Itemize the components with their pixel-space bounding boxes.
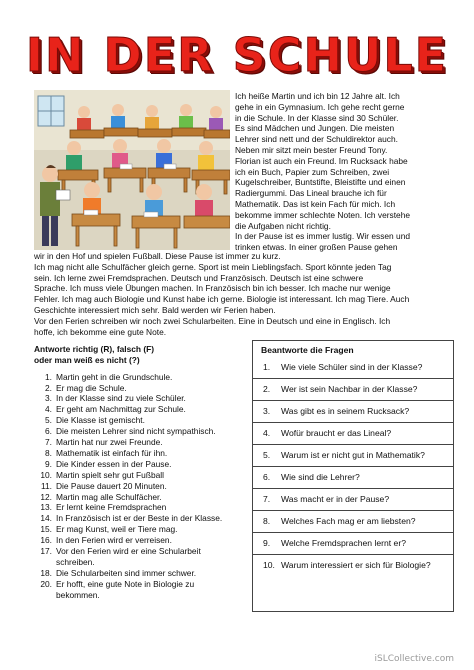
list-item: 1. Martin geht in die Grundschule.: [45, 371, 173, 382]
list-item: 6. Die meisten Lehrer sind nicht sympathisch.: [45, 426, 216, 437]
story-line: Ich mag nicht alle Schulfächer gleich gerne. Sport ist mein Lieblingsfach. Sport könnte jeden Tag: [34, 261, 392, 272]
question-item: 5. Warum ist er nicht gut in Mathematik?: [253, 445, 453, 467]
story-line: Geschichte interessiert mich sehr. Bald werden wir Ferien haben.: [34, 304, 276, 315]
true-false-exercise: [34, 344, 234, 601]
story-line: Florian ist auch ein Freund. Im Rucksack habe: [235, 155, 408, 166]
question-item: 2. Wer ist sein Nachbar in der Klasse?: [253, 379, 453, 401]
question-item: 6. Wie sind die Lehrer?: [253, 467, 453, 489]
list-item: 14. In Französisch ist er der Beste in der Klasse.: [40, 513, 223, 524]
story-line: wir in den Hof und spielen Fußball. Diese Pause ist immer zu kurz.: [34, 251, 281, 261]
story-line: Lehrer sind nett und der Schuldirektor auch.: [235, 134, 398, 145]
story-line: hoffe, ich bekomme eine gute Note.: [34, 326, 167, 337]
story-line: Neben mir sitzt mein bester Freund Tony.: [235, 144, 388, 155]
question-item: 4. Wofür braucht er das Lineal?: [253, 423, 453, 445]
question-item: 9. Welche Fremdsprachen lernt er?: [253, 533, 453, 555]
worksheet-title: IN DER SCHULE: [25, 28, 449, 82]
question-item: 1. Wie viele Schüler sind in der Klasse?: [253, 357, 453, 379]
list-item: 8. Mathematik ist einfach für ihn.: [45, 447, 168, 458]
question-item: 7. Was macht er in der Pause?: [253, 489, 453, 511]
story-line: Sprache. Ich muss viele Übungen machen. In Französisch bin ich besser. Ich mache nur wenige: [34, 283, 391, 294]
list-item: 5. Die Klasse ist gemischt.: [45, 415, 145, 426]
story-line: bekomme immer schlechte Noten. Ich verstehe: [235, 209, 411, 220]
story-line: Ich heiße Martin und ich bin 12 Jahre alt. Ich: [235, 91, 400, 101]
story-line: sein. Ich lerne zwei Fremdsprachen. Deutsch und Französisch. Deutsch ist eine schwere: [34, 272, 364, 283]
classroom-illustration: [34, 90, 230, 250]
story-line: trinken etwas. In einer großen Pause gehen: [235, 242, 398, 253]
story-text-column: [235, 91, 450, 253]
list-item: 3. In der Klasse sind zu viele Schüler.: [45, 393, 186, 404]
list-item: 2. Er mag die Schule.: [45, 382, 127, 393]
story-line: In der Pause ist es immer lustig. Wir essen und: [235, 231, 411, 242]
list-item: 16. In den Ferien wird er verreisen.: [40, 535, 172, 546]
questions-heading: Beantworte die Fragen: [261, 345, 354, 355]
true-false-heading: [34, 344, 234, 366]
story-line: die Aufgaben nicht richtig.: [235, 220, 331, 231]
true-false-list: [34, 372, 234, 601]
story-line: in die Schule. In der Klasse sind 30 Schüler.: [235, 112, 399, 123]
story-line: Mathematik. Das ist kein Fach für mich. Ich: [235, 198, 396, 209]
story-line: ich ein Buch, Papier zum Schreiben, zwei: [235, 166, 390, 177]
list-item: 11. Die Pause dauert 20 Minuten.: [40, 480, 167, 491]
questions-list: [253, 357, 453, 595]
classroom-picture: [34, 90, 230, 250]
list-item: 18. Die Schularbeiten sind immer schwer.: [40, 567, 197, 578]
questions-box: [252, 340, 454, 612]
list-item: 12. Martin mag alle Schulfächer.: [40, 491, 162, 502]
watermark: iSLCollective.com: [374, 654, 454, 664]
list-item: 13. Er lernt keine Fremdsprachen: [40, 502, 167, 513]
list-item: 7. Martin hat nur zwei Freunde.: [45, 437, 163, 448]
true-false-heading-line: Antworte richtig (R), falsch (F): [34, 344, 155, 354]
list-item: 15. Er mag Kunst, weil er Tiere mag.: [40, 524, 178, 535]
list-item: 9. Die Kinder essen in der Pause.: [45, 458, 172, 469]
story-text-wide: [34, 251, 450, 337]
question-item: 10. Warum interessiert er sich für Biologie?: [263, 560, 431, 570]
story-line: Kugelschreiber, Buntstifte, Bleistifte und einen: [235, 177, 406, 188]
story-line: Fehler. Ich mag auch Biologie und Kunst habe ich gerne. Biologie ist interessant. Ich mag Tiere. Auch: [34, 294, 410, 305]
story-line: Vor den Ferien schreiben wir noch zwei Schularbeiten. Eine in Deutsch und eine in Englisch. Ich: [34, 315, 391, 326]
list-item: 4. Er geht am Nachmittag zur Schule.: [45, 404, 186, 415]
list-item: 17. Vor den Ferien wird er eine Schularbeit schreiben.: [40, 546, 201, 567]
list-item: 10. Martin spielt sehr gut Fußball: [40, 469, 164, 480]
true-false-heading-line: oder man weiß es nicht (?): [34, 354, 140, 365]
list-item: 20. Er hofft, eine gute Note in Biologie zu bekommen.: [40, 578, 195, 600]
question-item: 3. Was gibt es in seinem Rucksack?: [253, 401, 453, 423]
story-line: Radiergummi. Das Lineal brauche ich für: [235, 188, 387, 199]
story-line: Es sind Mädchen und Jungen. Die meisten: [235, 123, 395, 134]
question-item: 8. Welches Fach mag er am liebsten?: [253, 511, 453, 533]
story-line: gehe in ein Gymnasium. Ich gehe recht gerne: [235, 101, 405, 112]
